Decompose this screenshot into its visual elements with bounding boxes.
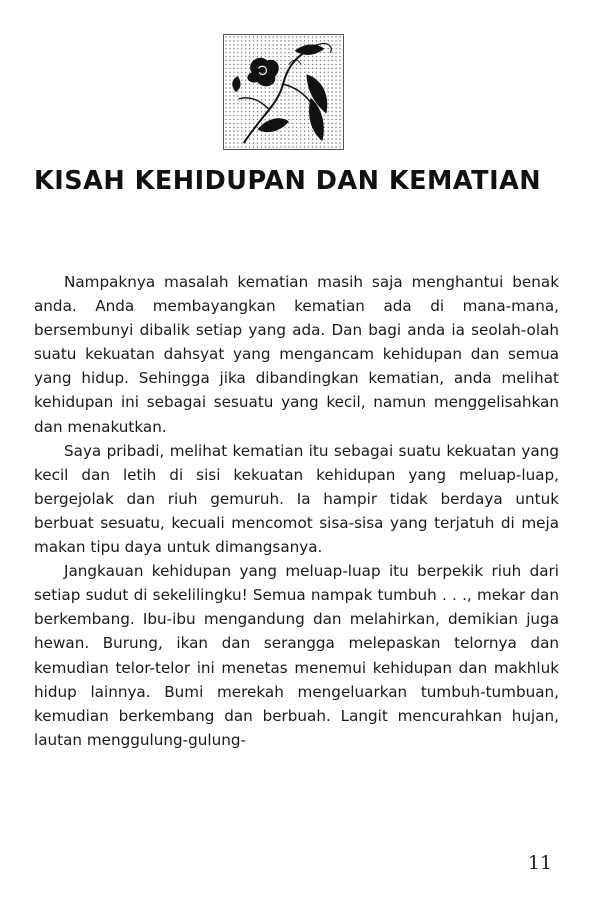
paragraph-1: Nampaknya masalah kematian masih saja menghantui benak anda. Anda membayangkan kematian ada di mana-mana, bersembunyi dibalik setiap yang ada. Dan bagi anda ia seolah-olah suatu kekuatan dahsyat yang mengancam kehidupan dan semua yang hidup. Sehingga jika dibandingkan kematian, anda melihat kehidupan ini sebagai sesuatu yang kecil, namun menggelisahkan dan menakutkan. (34, 273, 559, 436)
page-number: 11 (527, 852, 552, 874)
paragraph-2: Saya pribadi, melihat kematian itu sebagai suatu kekuatan yang kecil dan letih di sisi kekuatan kehidupan yang meluap-luap, bergejolak dan riuh gemuruh. Ia hampir tidak berdaya untuk berbuat sesuatu, kecuali mencomot sisa-sisa yang terjatuh di meja makan tipu daya untuk dimangsanya. (34, 441, 559, 557)
paragraph-3: Jangkauan kehidupan yang meluap-luap itu berpekik riuh dari setiap sudut di sekelilingku! Semua nampak tumbuh . . ., mekar dan berkembang. Ibu-ibu mengandung dan melahirkan, demikian juga hewan. Burung, ikan dan serangga melepaskan telornya dan kemudian telor-telor ini menetas menemui kehidupan dan makhluk hidup lainnya. Bumi merekah mengeluarkan tumbuh-tumbuan, kemudian berkembang dan berbuah. Langit mencurahkan hujan, lautan menggulung-gulung- (34, 562, 559, 749)
chapter-title: KISAH KEHIDUPAN DAN KEMATIAN (34, 166, 542, 196)
body-text (34, 270, 559, 752)
rose-vine-icon (223, 34, 344, 150)
